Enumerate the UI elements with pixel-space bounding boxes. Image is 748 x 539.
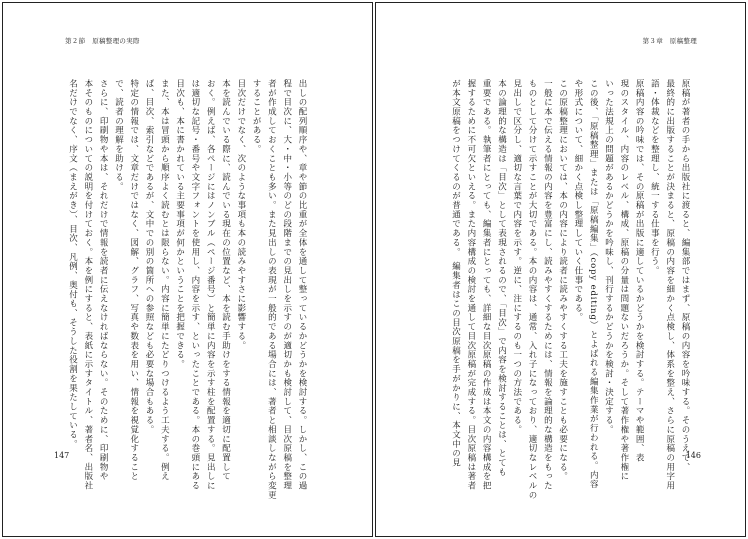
text-line: おく。例えば、各ページにはノンブル（ページ番号）と簡単に内容を示す柱を配置する。見出しに (205, 79, 216, 491)
text-line: 握するために不可欠といえる。また内容構成の検討を通して目次原稿が完成する。目次原稿は著者 (465, 79, 476, 491)
text-line: や形式について、細かく点検し整理していく仕事である。 (572, 79, 583, 323)
text-line: 本の論理的な構造は「目次」として表現されるので、「目次」で内容を検討することは、とても (496, 79, 507, 477)
text-line: ものとして分けて示すことが大切である。本の内容は、通常、入れ子になっており、適切なレベルの (527, 79, 538, 500)
right-page (375, 2, 746, 537)
text-line: 一般に本で伝える情報の内容を豊富にし、読みやすくするためには、情報を論理的な構造をもった (542, 79, 553, 491)
page-number: 146 (685, 451, 701, 460)
text-line: 最終的に出版することが決まると、原稿の内容を細かく点検し、体系を整え、さらに原稿の用字用 (664, 79, 675, 491)
text-line: 特定の情報では、文章だけではなく、図解、グラフ、写真や数表を用い、情報を視覚化すること (128, 79, 139, 482)
text-line: 重要である。執筆者にとっても、編集者にとっても、詳細な目次原稿の作成は本文の内容構成を把 (481, 79, 492, 491)
text-line: 語・体裁などを整理し、統一する仕事を行う。 (649, 79, 660, 276)
text-line: 者が作成しておくことも多い。また見出しの表現が一般的である場合には、著者と相談しながら変更 (266, 79, 277, 500)
text-line: 見出しで区分し、適切な言葉で内容を示す。逆に、注にするのも一つの方法である。 (511, 79, 522, 435)
text-line: この後、「原稿整理」または「原稿編集」（copy editing）とよばれる編集作業が行われる。内容 (588, 79, 599, 490)
text-line: が本文原稿をつけてくるのが普通である。 編集者はこの目次原稿を手がかりに、本文中の見 (450, 79, 461, 468)
left-page (2, 2, 373, 537)
text-line: さらに、印刷物や本は、それだけで情報を読者に伝えなければならない。そのために、印刷物や (98, 79, 109, 482)
text-line: 名だけでなく、序文（まえがき）、目次、凡例、奥付も、そうした役割を果たしている。 (67, 79, 78, 449)
text-line: ば、目次、索引などであるが、文中での別の箇所への参照なども必要な場合もある。 (144, 79, 155, 435)
text-line: は適切な記号・番号や文字フォントを使用し、内容を示す、といったことである。本の巻頭にある (189, 79, 200, 491)
text-line: 程で目次に、大・中・小等のどの段階までの見出しを示すのが適切かも検討して、目次原稿を整理 (281, 79, 292, 491)
body-text (434, 79, 692, 500)
running-head: 第２節 原稿整理の実際 (65, 37, 140, 45)
text-line: 原稿が著者の手から出版社に渡ると、編集部ではまず、原稿の内容を吟味する。そのうえで、 (680, 79, 690, 472)
running-head: 第３章 原稿整理 (642, 37, 697, 45)
text-line: することがある。 (251, 79, 262, 154)
text-line: 本そのものについての説明を付けておく。本を例にすると、表紙に示すタイトル、著者名、出版社 (82, 79, 93, 491)
text-line: 目次だけでなく、次のような事項も本の読みやすさに影響する。 (235, 79, 246, 351)
text-line: で、読者の理解を助ける。 (113, 79, 124, 192)
page-number: 147 (54, 451, 70, 460)
text-line: また、本は冒頭から順序よく読むとは限らない。内容に簡単にたどりつけるよう工夫する。例え (159, 79, 170, 482)
text-line: 本を読んでいる際に、読んでいる現在の位置など、本を読む手助けをする情報を適切に配置して (220, 79, 231, 482)
text-line: 出しの配列順序や、章や節の比重が全体を通して整っているかどうかを検討する。しかし、この過 (297, 79, 307, 491)
text-line: 目次も、本に書かれている主要事項が何かということを把握できる。 (174, 79, 185, 369)
text-line: いった法規上の問題があるかどうかを吟味し、刊行するかどうかを検討・決定する。 (603, 79, 614, 435)
text-line: この原稿整理においては、本の内容により読者に読みやすくする工夫を施すことも必要になる。 (557, 79, 568, 482)
text-line: 原稿内容の吟味では、その原稿が出版に適しているかどうかを検討する。テーマや範囲、表 (634, 79, 645, 463)
text-line: 現のスタイル、内容のレベル、構成、原稿の分量は問題ないだろうか。そして著作権や著作権に (618, 79, 629, 482)
